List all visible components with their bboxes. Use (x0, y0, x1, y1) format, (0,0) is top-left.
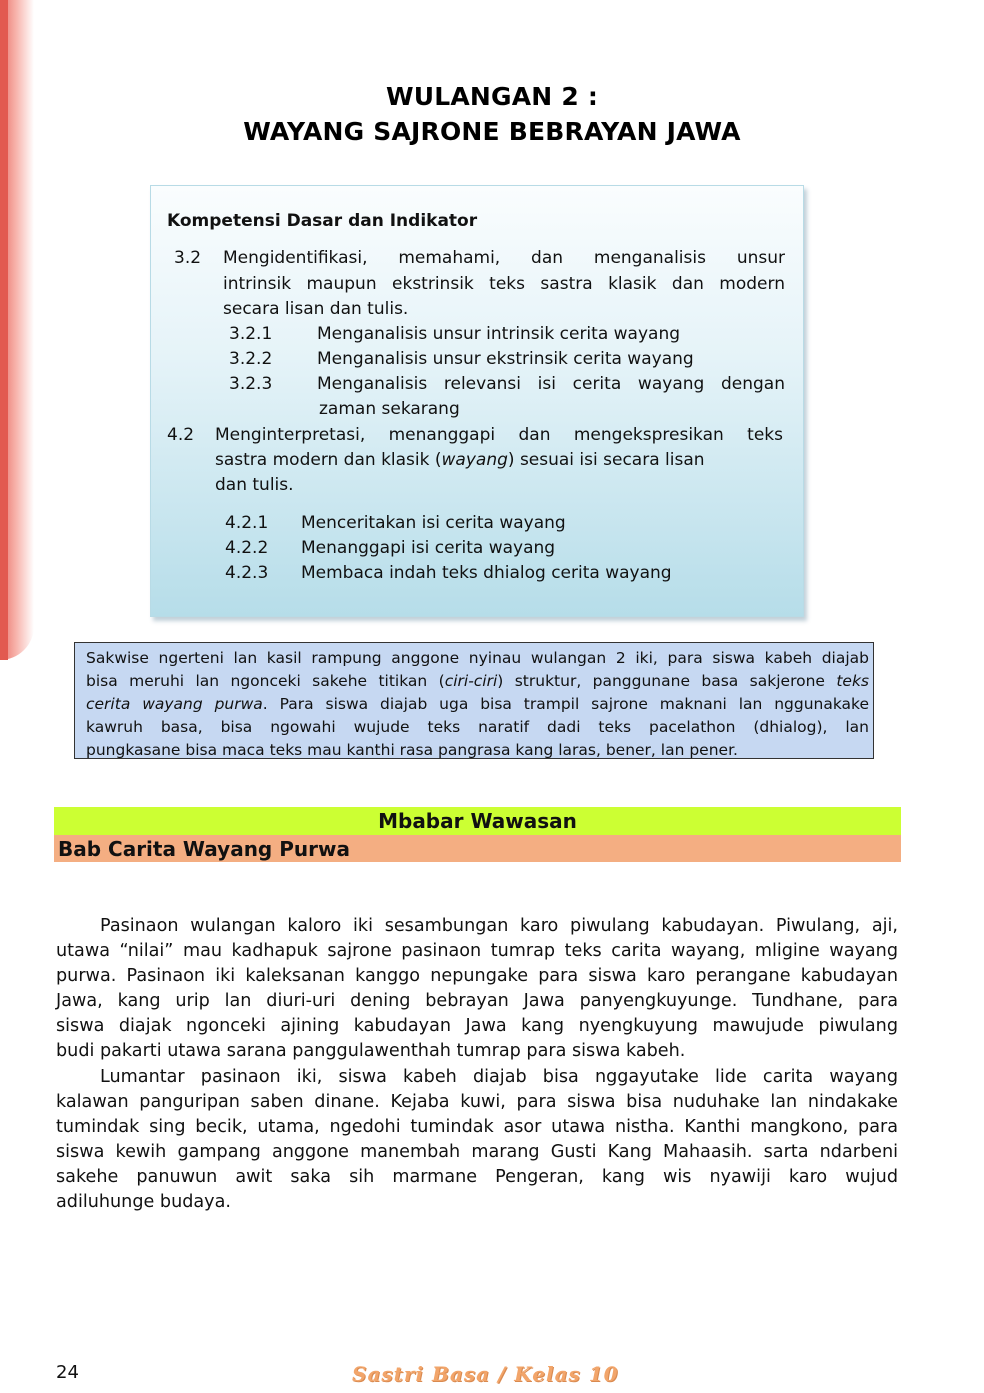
indicator-4-2-3-number: 4.2.3 (225, 563, 269, 583)
kd-3-2-line3: secara lisan dan tulis. (223, 299, 409, 319)
summary-line: Sakwise ngerteni lan kasil rampung anggone nyinau wulangan 2 iki, para siswa kabeh diajab (86, 649, 869, 667)
paragraph-line: budi pakarti utawa sarana panggulawenthah tumrap para siswa kabeh. (56, 1041, 686, 1061)
paragraph-line: Lumantar pasinaon iki, siswa kabeh diajab bisa nggayutake lide carita wayang (100, 1067, 898, 1087)
summary-line: cerita wayang purwa. Para siswa diajab uga bisa trampil sajrone maknani lan nggunakake (86, 695, 870, 713)
section-subheading-bab: Bab Carita Wayang Purwa (54, 835, 901, 862)
indicator-3-2-1-text: Menganalisis unsur intrinsik cerita wayang (317, 324, 681, 344)
kd-4-2-line1: Menginterpretasi, menanggapi dan mengekspresikan teks (215, 425, 783, 445)
footer-book-title: Sastri Basa / Kelas 10 (352, 1362, 619, 1386)
indicator-4-2-3-text: Membaca indah teks dhialog cerita wayang (301, 563, 672, 583)
indicator-3-2-3-line2: zaman sekarang (319, 399, 460, 419)
indicator-4-2-2-text: Menanggapi isi cerita wayang (301, 538, 556, 558)
indicator-3-2-2-number: 3.2.2 (229, 349, 273, 369)
chapter-title-line1: WULANGAN 2 : (385, 82, 599, 111)
competency-heading: Kompetensi Dasar dan Indikator (167, 211, 478, 231)
indicator-4-2-1-number: 4.2.1 (225, 513, 269, 533)
kd-3-2-line2: intrinsik maupun ekstrinsik teks sastra klasik dan modern (223, 274, 785, 294)
competency-box (150, 185, 804, 617)
indicator-3-2-2-text: Menganalisis unsur ekstrinsik cerita wayang (317, 349, 694, 369)
chapter-title-line2: WAYANG SAJRONE BEBRAYAN JAWA (243, 117, 741, 146)
kd-3-2-line1: Mengidentifikasi, memahami, dan menganalisis unsur (223, 248, 785, 268)
indicator-3-2-3-number: 3.2.3 (229, 374, 273, 394)
indicator-3-2-3-line1: Menganalisis relevansi isi cerita wayang dengan (317, 374, 785, 394)
paragraph-line: purwa. Pasinaon iki kaleksanan kanggo nepungake para siswa karo perangane kabudayan (56, 966, 898, 986)
body-paragraph-2 (56, 1065, 898, 1215)
paragraph-line: tumindak sing becik, utama, ngedohi tumindak asor utawa nistha. Kanthi mangkono, para (56, 1117, 898, 1137)
indicator-3-2-1-number: 3.2.1 (229, 324, 273, 344)
section-heading-mbabar-wawasan: Mbabar Wawasan (54, 807, 901, 835)
paragraph-line: adiluhunge budaya. (56, 1192, 231, 1212)
paragraph-line: siswa diajak ngonceki ajining kabudayan Jawa kang nyengkuyung mawujude piwulang (56, 1016, 898, 1036)
kd-3-2-number: 3.2 (174, 248, 202, 268)
paragraph-line: siswa kewih gampang anggone manembah marang Gusti Kang Mahaasih. sarta ndarbeni (56, 1142, 898, 1162)
paragraph-line: Jawa, kang urip lan diuri-uri dening bebrayan Jawa panyengkuyunge. Tundhane, para (56, 991, 898, 1011)
kd-4-2-line3: dan tulis. (215, 475, 294, 495)
summary-line: pungkasane bisa maca teks mau kanthi rasa pangrasa kang laras, bener, lan pener. (86, 741, 738, 759)
learning-goal-summary (74, 642, 874, 759)
kd-4-2-line2: sastra modern dan klasik (wayang) sesuai isi secara lisan (215, 450, 705, 470)
summary-line: kawruh basa, bisa ngowahi wujude teks naratif dadi teks pacelathon (dhialog), lan (86, 718, 869, 736)
paragraph-line: sakehe panuwun awit saka sih marmane Pengeran, kang wis nyawiji karo wujud (56, 1167, 898, 1187)
paragraph-line: utawa “nilai” mau kadhapuk sajrone pasinaon tumrap teks carita wayang, mligine wayang (56, 941, 898, 961)
indicator-4-2-2-number: 4.2.2 (225, 538, 269, 558)
paragraph-line: kalawan panguripan saben dinane. Kejaba kuwi, para siswa bisa nuduhake lan nindakake (56, 1092, 898, 1112)
indicator-4-2-1-text: Menceritakan isi cerita wayang (301, 513, 566, 533)
paragraph-line: Pasinaon wulangan kaloro iki sesambungan karo piwulang kabudayan. Piwulang, aji, (100, 916, 898, 936)
page-number: 24 (56, 1362, 79, 1383)
body-paragraph-1 (56, 914, 898, 1064)
summary-line: bisa meruhi lan ngonceki sakehe titikan (ciri-ciri) struktur, panggunane basa sakjerone teks (86, 672, 870, 690)
kd-4-2-number: 4.2 (167, 425, 195, 445)
